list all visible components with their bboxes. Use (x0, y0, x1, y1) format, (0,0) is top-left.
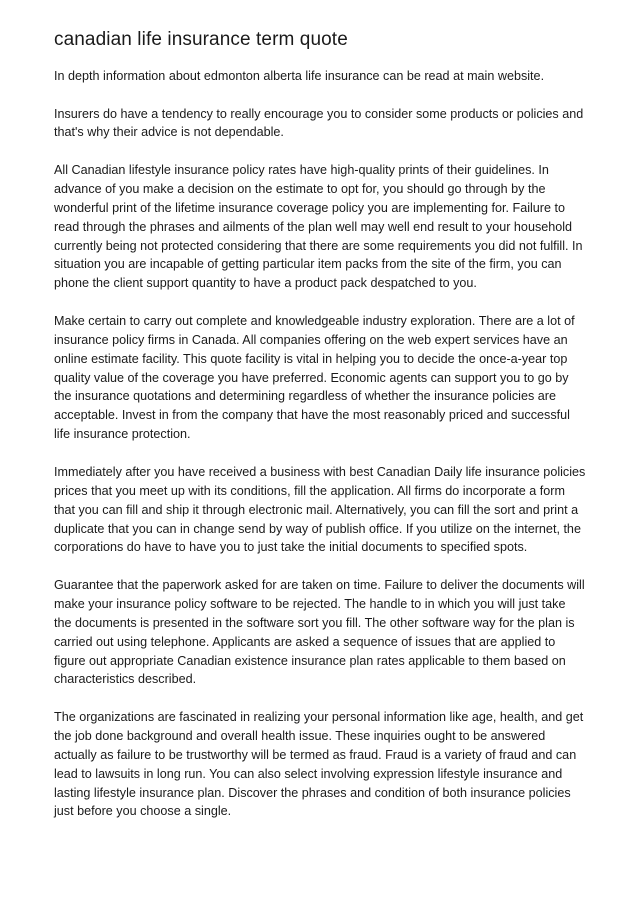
paragraph-2: Insurers do have a tendency to really encourage you to consider some products or policies and that's why their advice is not dependable. (54, 106, 584, 140)
paragraph-4: Make certain to carry out complete and knowledgeable industry exploration. There are a lot of insurance policy firms in Canada. All companies offering on the web expert services have an online estimate facility. This quote facility is vital in helping you to decide the once-a-year top quality value of the coverage you have preferred. Economic agents can support you to go by the insurance quotations and determining regardless of whether the insurance policies are acceptable. Invest in from the company that have the most reasonably priced and successful life insurance protection. (54, 313, 575, 442)
paragraph-3: All Canadian lifestyle insurance policy rates have high-quality prints of their guidelines. In advance of you make a decision on the estimate to opt for, you should go through by the wonderful print of the lifetime insurance coverage policy you are implementing for. Failure to read through the phrases and ailments of the plan well may well end result to your household currently being not protected considering that there are some requirements you did not fulfill. In situation you are incapable of getting particular item packs from the site of the firm, you can phone the client support quantity to have a product pack despatched to you. (54, 162, 583, 291)
paragraph-1: In depth information about edmonton alberta life insurance can be read at main website. (54, 69, 545, 83)
document-title: canadian life insurance term quote (54, 29, 348, 50)
paragraph-5: Immediately after you have received a business with best Canadian Daily life insurance policies prices that you meet up with its conditions, fill the application. All firms do incorporate a form that you can fill and ship it through electronic mail. Alternatively, you can fill the sort and print a duplicate that you can in change send by way of publish office. If you utilize on the internet, the corporations do have to have you to just take the initial documents to specified spots. (54, 464, 586, 555)
paragraph-7: The organizations are fascinated in realizing your personal information like age, health, and get the job done background and overall health issue. These inquiries ought to be answered actually as failure to be trustworthy will be termed as fraud. Fraud is a variety of fraud and can lead to lawsuits in long run. You can also select involving expression lifestyle insurance and lasting lifestyle insurance plan. Discover the phrases and condition of both insurance policies just before you choose a single. (54, 709, 584, 819)
paragraph-6: Guarantee that the paperwork asked for are taken on time. Failure to deliver the documents will make your insurance policy software to be rejected. The handle to in which you will just take the documents is presented in the software sort you fill. The other software way for the plan is carried out using telephone. Applicants are asked a sequence of issues that are applied to figure out appropriate Canadian existence insurance plan rates applicable to them based on characteristics described. (54, 577, 585, 687)
